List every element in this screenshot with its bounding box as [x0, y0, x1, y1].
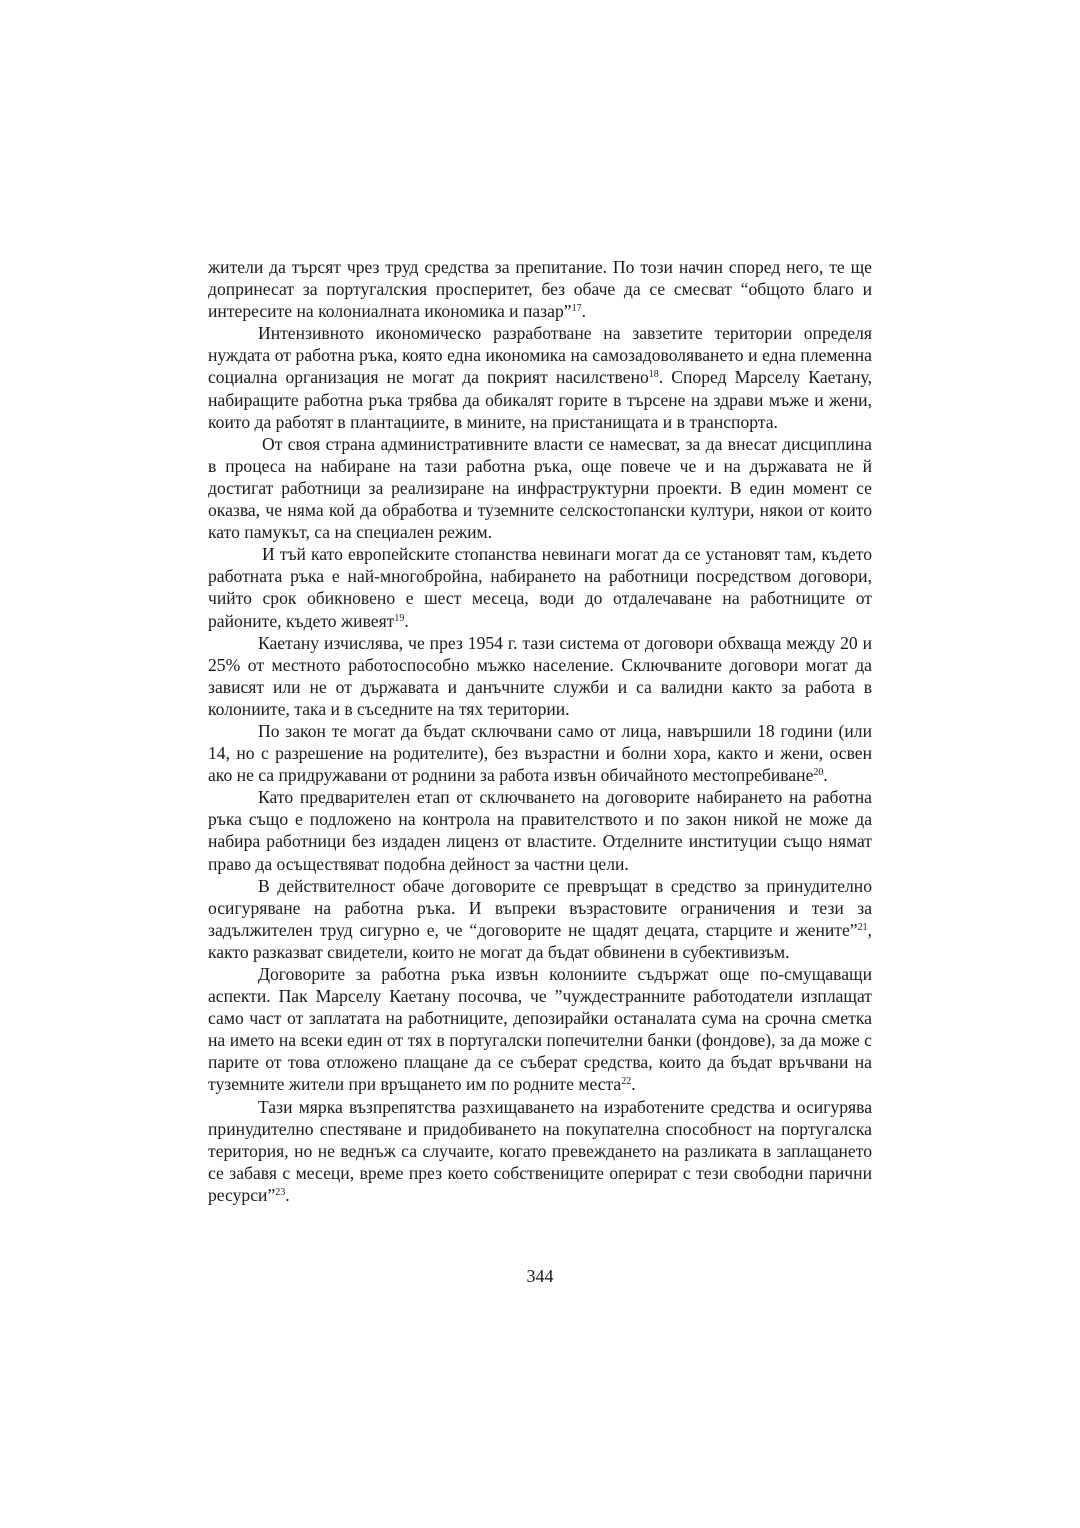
- paragraph-1: жители да търсят чрез труд средства за препитание. По този начин според него, те ще допринесат за португалския просперитет, без обаче да се смесват “общото благо и интересите на колониалната икономика и пазар”$^{17}$.: [208, 257, 872, 322]
- paragraph-7: Като предварителен етап от сключването на договорите набирането на работна ръка също е подложено на контрола на правителството и по закон никой не може да набира работници без издаден лиценз от властите. Отделните институции също нямат право да осъществяват подобна дейност за частни цели.: [208, 787, 872, 874]
- footnote-ref-19: 19: [394, 612, 405, 624]
- body-text: [208, 256, 872, 1206]
- footnote-ref-21: 21: [857, 921, 868, 933]
- page-number: 344: [526, 1266, 554, 1286]
- paragraph-4: И тъй като европейските стопанства невинаги могат да се установят там, където работната ръка е най-многобройна, набирането на работници посредством договори, чийто срок обикновено е шест месеца, води до отдалечаване на работниците от районите, където живеят$^{19}$.: [208, 544, 872, 631]
- footnote-ref-23: 23: [275, 1186, 286, 1198]
- footnote-ref-18: 18: [648, 369, 659, 381]
- footnote-ref-20: 20: [813, 767, 824, 779]
- paragraph-3: От своя страна административните власти се намесват, за да внесат дисциплина в процеса на набиране на тази работна ръка, още повече че и на държавата не й достигат работници за реализиране на инфраструктурни проекти. В един момент се оказва, че няма кой да обработва и туземните селскостопански култури, някои от които като памукът, са на специален режим.: [208, 433, 872, 543]
- paragraph-8: В действителност обаче договорите се превръщат в средство за принудително осигуряване на работна ръка. И въпреки възрастовите ограничения и тези за задължителен труд сигурно е, че “договорите не щадят децата, старците и жените”$^{21}$, както разказват свидетели, които не могат да бъдат обвинени в субективизъм.: [208, 875, 872, 962]
- paragraph-2: Интензивното икономическо разработване на завзетите територии определя нуждата от работна ръка, която една икономика на самозадоволяването и една племенна социална организация не могат да покрият насилствено$^{18}$. Според Марселу Каетану, набиращите работна ръка трябва да обикалят горите в търсене на здрави мъже и жени, които да работят в плантациите, в мините, на пристанищата и в транспорта.: [208, 323, 872, 432]
- paragraph-9: Договорите за работна ръка извън колониите съдържат още по-смущаващи аспекти. Пак Марселу Каетану посочва, че ”чуждестранните работодатели изплащат само част от заплатата на работниците, депозирайки останалата сума на срочна сметка на името на всеки един от тях в португалски попечителни банки (фондове), за да може с парите от това отложено плащане да се съберат средства, които да бъдат връчвани на туземните жители при връщането им по родните места$^{22}$.: [208, 964, 872, 1095]
- paragraph-6: По закон те могат да бъдат сключвани само от лица, навършили 18 години (или 14, но с разрешение на родителите), без възрастни и болни хора, както и жени, освен ако не са придружавани от роднини за работа извън обичайното местопребиване$^{20}$.: [208, 720, 872, 786]
- footnote-ref-22: 22: [621, 1076, 632, 1088]
- footnote-ref-17: 17: [571, 303, 582, 315]
- paragraph-5: Каетану изчислява, че през 1954 г. тази система от договори обхваща между 20 и 25% от местното работоспособно мъжко население. Сключваните договори могат да зависят или не от държавата и данъчните служби и са валидни както за работа в колониите, така и в съседните на тях територии.: [208, 632, 872, 719]
- paragraph-10: Тази мярка възпрепятства разхищаването на изработените средства и осигурява принудително спестяване и придобиването на покупателна способност на португалска територия, но не веднъж са случаите, когато превеждането на разликата в заплащането се забавя с месеци, време през което собствениците оперират с тези свободни парични ресурси”$^{23}$.: [208, 1096, 872, 1205]
